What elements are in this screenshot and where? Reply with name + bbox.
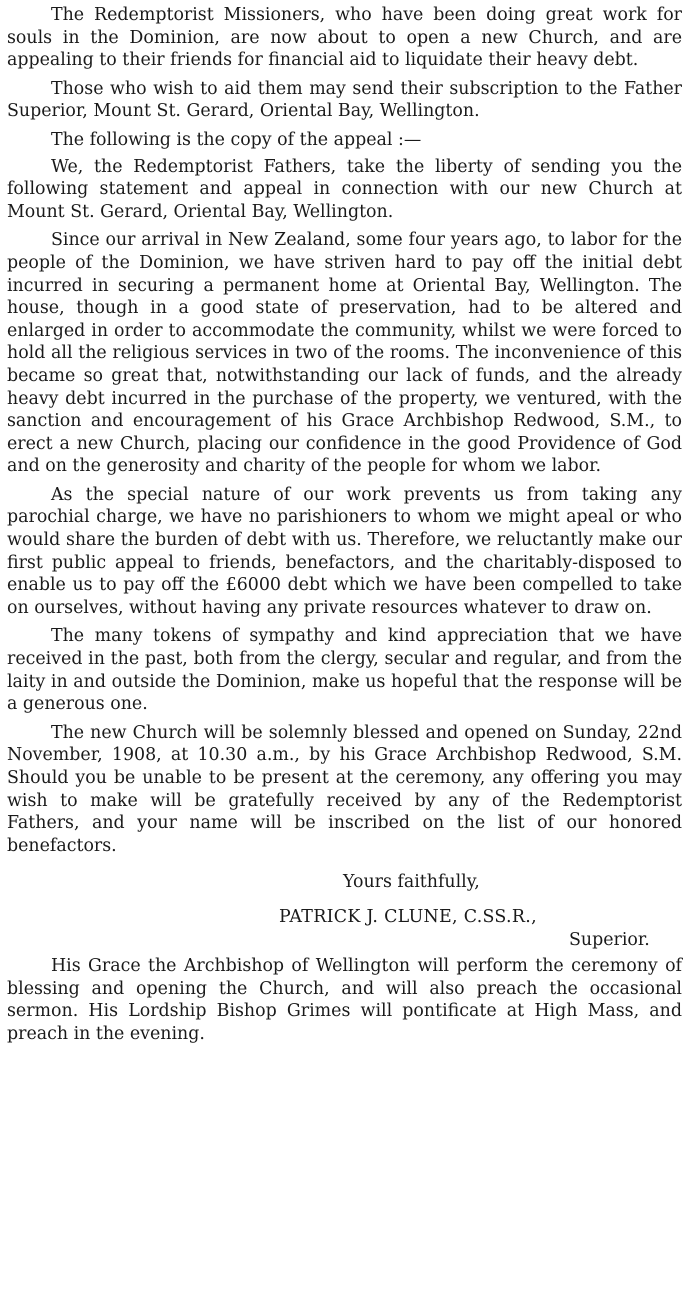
signature-closing: Yours faithfully, — [343, 872, 480, 893]
appeal-intro-paragraph: The following is the copy of the appeal :— — [51, 129, 422, 150]
opening-ceremony-paragraph: The new Church will be solemnly blessed and opened on Sunday, 22nd November, 1908, at 10.30 a.m., by his Grace Archbishop Redwood, S.M. Should you be unable to be present at the ceremony, any offering you may wish to make will be gratefully received by any of the Redemptorist Fathers, and your name will be inscribed on the list of our honored benefactors. — [7, 722, 682, 856]
subscription-paragraph: Those who wish to aid them may send their subscription to the Father Superior, Mount St. Gerard, Oriental Bay, Wellington. — [7, 78, 682, 122]
ceremony-details-paragraph: His Grace the Archbishop of Wellington will perform the ceremony of blessing and opening the Church, and will also preach the occasional sermon. His Lordship Bishop Grimes will pontificate at High Mass, and preach in the evening. — [7, 956, 682, 1044]
signature-name: PATRICK J. CLUNE, C.SS.R., — [279, 906, 537, 927]
intro-paragraph: The Redemptorist Missioners, who have been doing great work for souls in the Dominion, are now about to open a new Church, and are appealing to their friends for financial aid to liquidate their heavy debt. — [7, 5, 682, 71]
signature-title: Superior. — [569, 929, 650, 950]
debt-appeal-paragraph: As the special nature of our work prevents us from taking any parochial charge, we have no parishioners to whom we might apeal or who would share the burden of debt with us. Therefore, we reluctantly make our first public appeal to friends, benefactors, and the charitably-disposed to enable us to pay off the £6000 debt which we have been compelled to take on ourselves, without having any private resources whatever to draw on. — [7, 484, 682, 618]
sympathy-paragraph: The many tokens of sympathy and kind appreciation that we have received in the past, both from the clergy, secular and regular, and from the laity in and outside the Dominion, make us hopeful that the response will be a generous one. — [7, 626, 682, 715]
history-paragraph: Since our arrival in New Zealand, some four years ago, to labor for the people of the Dominion, we have striven hard to pay off the initial debt incurred in securing a permanent home at Oriental Bay, Wellington. The house, though in a good state of preservation, had to be altered and enlarged in order to accommodate the community, whilst we were forced to hold all the religious services in two of the rooms. The inconvenience of this became so great that, notwithstanding our lack of funds, and the already heavy debt incurred in the purchase of the property, we ventured, with the sanction and encouragement of his Grace Archbishop Redwood, S.M., to erect a new Church, placing our confidence in the good Providence of God and on the generosity and charity of the people for whom we labor. — [7, 230, 682, 477]
appeal-opening-paragraph: We, the Redemptorist Fathers, take the liberty of sending you the following statement and appeal in connection with our new Church at Mount St. Gerard, Oriental Bay, Wellington. — [7, 156, 682, 222]
